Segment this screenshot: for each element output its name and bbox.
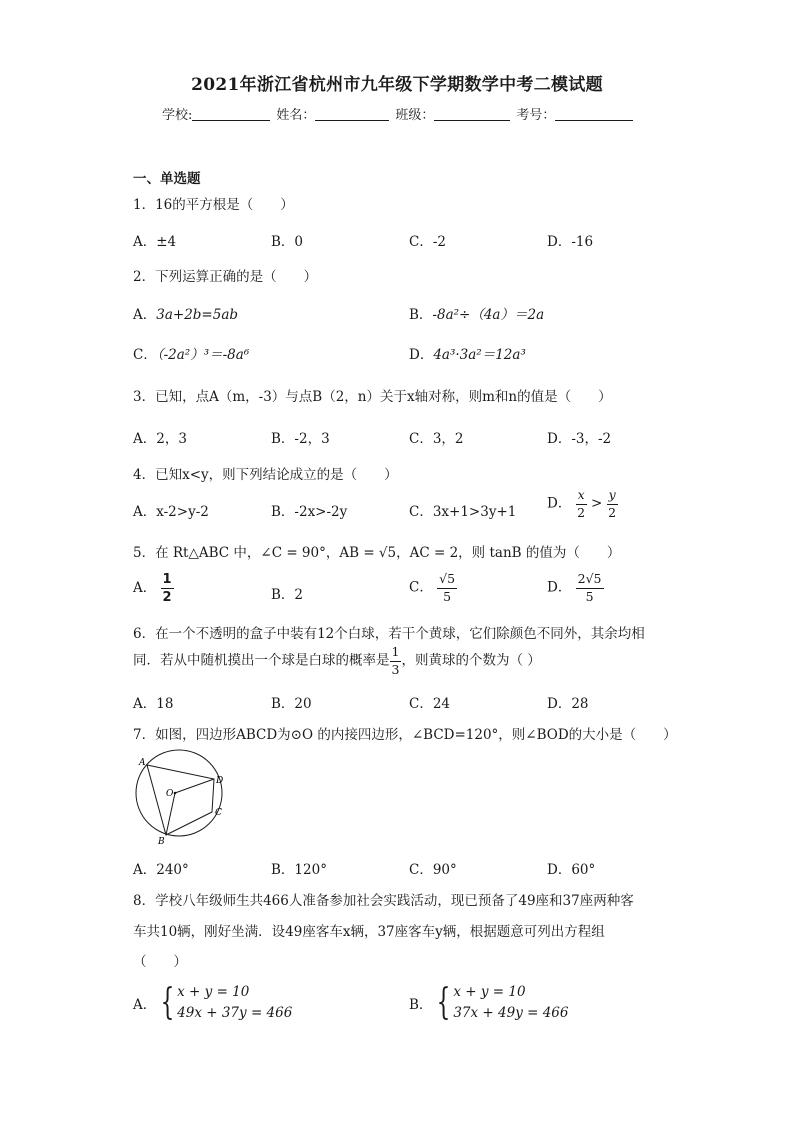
q6-stem-line2-a: 同．若从中随机摸出一个球是白球的概率是 — [133, 652, 390, 669]
name-label: 姓名： — [276, 108, 316, 123]
q6-option-d[interactable]: D．28 — [547, 696, 589, 712]
q7-option-a[interactable]: A．240° — [133, 862, 189, 878]
q7-label-a: A — [139, 758, 146, 768]
q8-option-a[interactable] — [133, 982, 292, 1024]
q2-option-d-label: D． — [409, 347, 434, 363]
q5-stem: 5．在 Rt△ABC 中，∠C = 90°，AB = √5，AC = 2，则 tanB 的值为（ ） — [133, 545, 621, 561]
q7-stem: 7．如图，四边形ABCD为⊙O 的内接四边形，∠BCD=120°，则∠BOD的大小是（ ） — [133, 727, 677, 743]
q6-probability-fraction: $\frac{1}{3}$ — [391, 644, 400, 677]
q7-option-b[interactable]: B．120° — [271, 862, 327, 878]
q7-segment-ob — [166, 793, 175, 835]
q2-stem: 2．下列运算正确的是（ ） — [133, 269, 318, 285]
q8-option-b-eq1: x + y = 10 — [453, 984, 526, 1000]
q3-option-c[interactable]: C．3，2 — [409, 431, 464, 447]
q2-option-d[interactable] — [409, 343, 526, 363]
student-info-line — [162, 104, 633, 123]
q4-option-d-label: D． — [547, 495, 572, 512]
q2-option-a[interactable] — [133, 303, 238, 323]
q8-stem-line2: 车共10辆，刚好坐满．设49座客车x辆，37座客车y辆，根据题意可列出方程组 — [133, 924, 605, 940]
school-blank[interactable] — [192, 106, 270, 121]
q1-option-d[interactable]: D．-16 — [547, 234, 594, 250]
q6-stem-line2-b: ，则黄球的个数为（ ） — [401, 652, 541, 669]
q4-option-c[interactable]: C．3x+1>3y+1 — [409, 504, 517, 520]
q4-stem: 4．已知x<y，则下列结论成立的是（ ） — [133, 467, 398, 483]
q8-option-a-eq1: x + y = 10 — [177, 984, 250, 1000]
name-blank[interactable] — [315, 106, 389, 121]
q8-option-a-brace: { — [160, 982, 175, 1023]
q8-option-b-system — [453, 982, 568, 1024]
q7-quadrilateral — [147, 765, 214, 835]
class-label: 班级： — [395, 108, 435, 123]
q2-option-b[interactable] — [409, 303, 544, 323]
q2-option-c-text: （-2a²）³＝-8a⁶ — [156, 347, 250, 363]
class-blank[interactable] — [434, 106, 510, 121]
q5-option-c[interactable] — [409, 573, 457, 603]
q5-option-c-fraction: $\frac{√5}{5}$ — [439, 571, 456, 604]
exam-no-label: 考号： — [516, 108, 556, 123]
q7-circle — [136, 750, 222, 836]
q1-option-b[interactable]: B．0 — [271, 234, 304, 250]
q4-fraction-x: $\frac{x}{2}$ — [577, 487, 586, 520]
q3-stem: 3．已知，点A（m，-3）与点B（2，n）关于x轴对称，则m和n的值是（ ） — [133, 389, 612, 405]
q2-option-a-label: A． — [133, 307, 157, 323]
q5-option-a-fraction: $\frac{1}{2}$ — [162, 572, 172, 605]
q8-stem-line3: （ ） — [133, 954, 187, 970]
q1-option-c[interactable]: C．-2 — [409, 234, 446, 250]
q6-option-b[interactable]: B．20 — [271, 696, 312, 712]
q6-option-c[interactable]: C．24 — [409, 696, 451, 712]
q1-stem: 1．16的平方根是（ ） — [133, 197, 294, 213]
q7-circle-figure — [128, 748, 232, 846]
q1-option-a[interactable]: A．±4 — [133, 234, 177, 250]
q7-option-c[interactable]: C．90° — [409, 862, 457, 878]
exam-title: 2021年浙江省杭州市九年级下学期数学中考二模试题 — [191, 75, 603, 95]
q3-option-a[interactable]: A．2，3 — [133, 431, 187, 447]
exam-no-blank[interactable] — [555, 106, 633, 121]
q2-option-d-text: 4a³·3a²＝12a³ — [433, 347, 526, 363]
q4-greater-sign: > — [590, 495, 603, 512]
q2-option-b-label: B． — [409, 307, 433, 323]
q4-fraction-y: $\frac{y}{2}$ — [608, 487, 617, 520]
q6-stem-line2 — [133, 646, 541, 676]
q6-stem-line1: 6．在一个不透明的盒子中装有12个白球，若干个黄球，它们除颜色不同外，其余均相 — [133, 626, 645, 642]
q4-option-b[interactable]: B．-2x>-2y — [271, 504, 348, 520]
q5-option-d[interactable] — [547, 573, 604, 603]
q8-option-b-eq2: 37x + 49y = 466 — [453, 1005, 569, 1021]
q8-stem-line1: 8．学校八年级师生共466人准备参加社会实践活动，现已预备了49座和37座两种客 — [133, 893, 634, 909]
q2-option-c-label: C． — [133, 347, 157, 363]
q8-option-b[interactable] — [409, 982, 568, 1024]
q7-segment-od — [175, 779, 214, 793]
q5-option-c-label: C． — [409, 579, 433, 596]
q5-option-a-label: A． — [133, 580, 157, 596]
q7-label-c: C — [215, 808, 222, 818]
q4-option-d[interactable] — [547, 489, 618, 519]
q3-option-b[interactable]: B．-2，3 — [271, 431, 330, 447]
q8-option-b-brace: { — [437, 982, 451, 1023]
q6-option-a[interactable]: A．18 — [133, 696, 174, 712]
q2-option-b-text: -8a²÷（4a）＝2a — [432, 307, 545, 323]
q5-option-d-label: D． — [547, 579, 572, 596]
school-label: 学校: — [162, 108, 193, 123]
q2-option-c[interactable] — [133, 343, 249, 363]
q8-option-a-eq2: 49x + 37y = 466 — [177, 1005, 293, 1021]
q7-label-d: D — [216, 776, 224, 786]
q8-option-b-label: B． — [409, 997, 433, 1013]
q5-option-d-fraction: $\frac{2√5}{5}$ — [577, 571, 602, 604]
q5-option-b[interactable]: B．2 — [271, 587, 304, 603]
q7-label-b: B — [158, 837, 165, 846]
q2-option-a-text: 3a+2b=5ab — [156, 307, 239, 323]
q7-option-d[interactable]: D．60° — [547, 862, 596, 878]
q7-center-point — [174, 792, 177, 795]
q3-option-d[interactable]: D．-3，-2 — [547, 431, 612, 447]
section-heading-single-choice: 一、单选题 — [133, 171, 201, 187]
q4-option-a[interactable]: A．x-2>y-2 — [133, 504, 209, 520]
q7-label-o: O — [166, 789, 174, 799]
q5-option-a[interactable] — [133, 573, 174, 604]
q8-option-a-system — [177, 982, 292, 1024]
q8-option-a-label: A． — [133, 997, 157, 1013]
